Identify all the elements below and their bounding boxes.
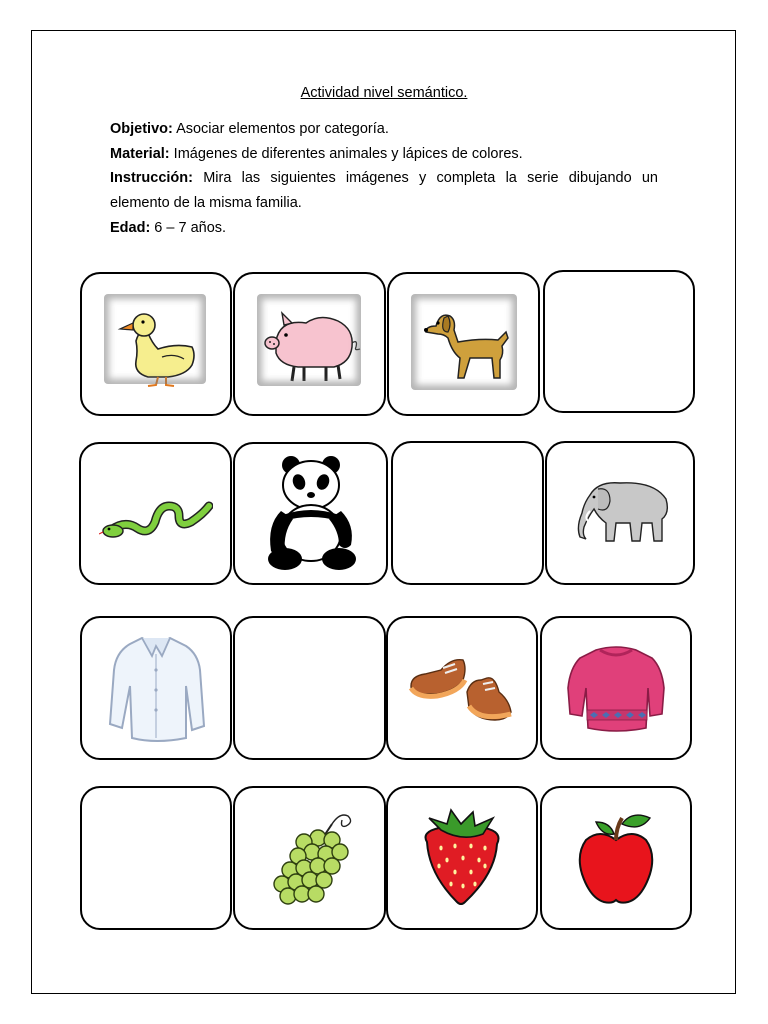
age-text: 6 – 7 años. — [150, 220, 227, 236]
strawberry-picture — [417, 808, 507, 908]
instruction-line — [110, 166, 658, 216]
shoes-picture — [407, 650, 517, 726]
card-empty-3[interactable] — [233, 616, 386, 760]
objective-line — [110, 117, 658, 142]
card-panda — [233, 442, 388, 585]
instruction-label: Instrucción: — [110, 170, 193, 186]
age-line — [110, 216, 658, 241]
card-empty-2[interactable] — [391, 441, 544, 585]
card-elephant — [545, 441, 695, 585]
card-grapes — [233, 786, 386, 930]
card-snake — [79, 442, 232, 585]
card-duck — [80, 272, 232, 416]
card-shoes — [386, 616, 538, 760]
grapes-picture — [262, 808, 358, 908]
material-label: Material: — [110, 146, 170, 162]
objective-label: Objetivo: — [110, 121, 173, 137]
page-title: Actividad nivel semántico. — [300, 85, 468, 101]
objective-text: Asociar elementos por categoría. — [172, 121, 389, 137]
apple-picture — [576, 810, 656, 906]
shirt-picture — [106, 630, 206, 746]
card-empty-4[interactable] — [80, 786, 232, 930]
material-line — [110, 142, 658, 167]
card-shirt — [80, 616, 232, 760]
card-sweater — [540, 616, 692, 760]
age-label: Edad: — [110, 220, 151, 236]
snake-picture — [99, 484, 213, 544]
card-dog — [387, 272, 540, 416]
card-pig — [233, 272, 386, 416]
instruction-text: Mira las siguientes imágenes y completa la serie dibujando un elemento de la misma familia. — [110, 170, 658, 211]
panda-picture — [263, 455, 359, 573]
elephant-picture — [568, 477, 672, 549]
card-empty-1[interactable] — [543, 270, 695, 413]
card-strawberry — [386, 786, 538, 930]
sweater-picture — [566, 644, 666, 732]
card-apple — [540, 786, 692, 930]
material-text: Imágenes de diferentes animales y lápices de colores. — [169, 146, 523, 162]
